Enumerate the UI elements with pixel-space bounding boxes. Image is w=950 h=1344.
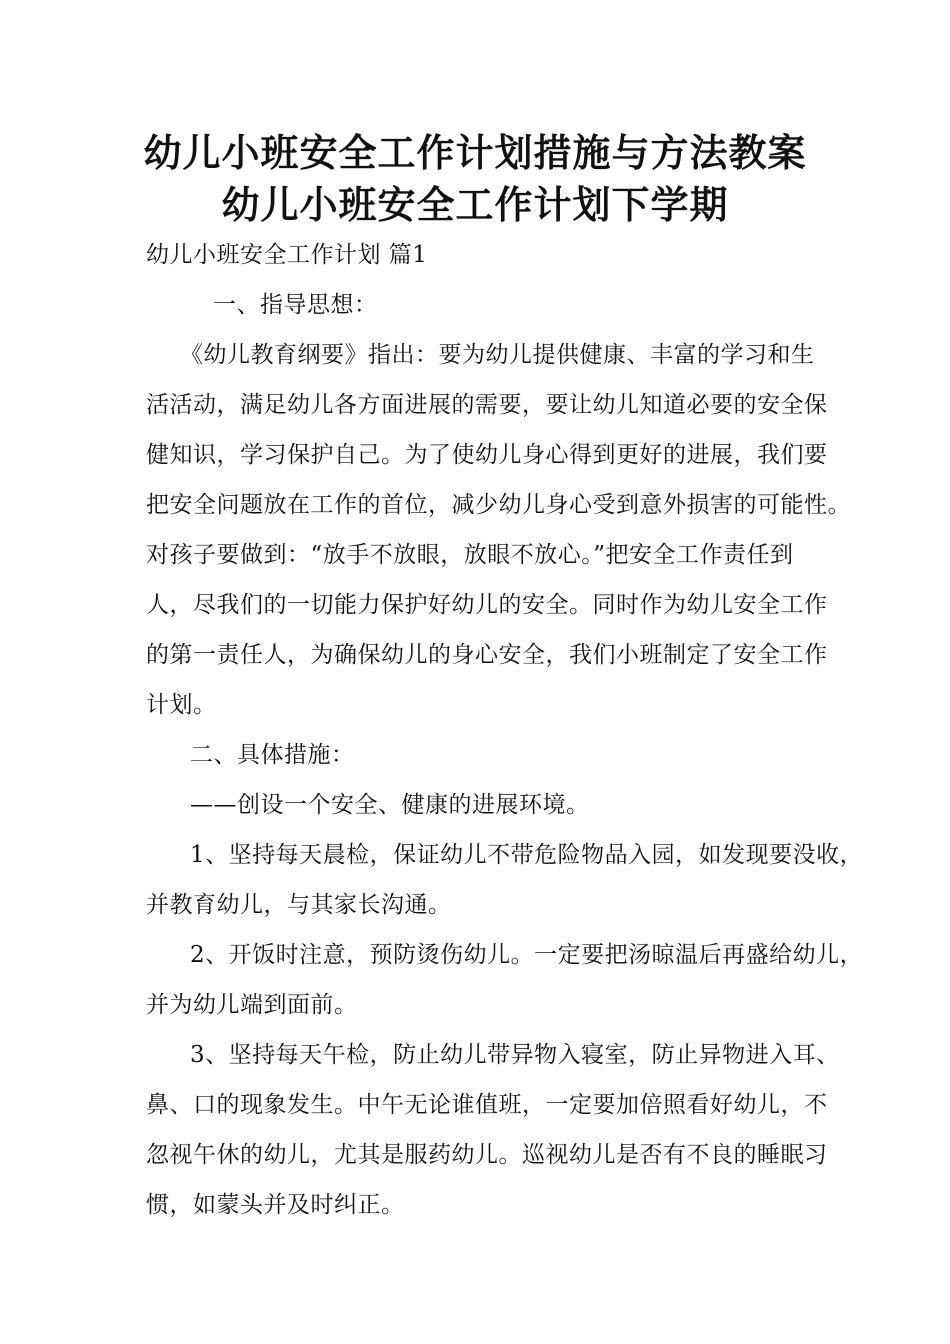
paragraph-line: 《幼儿教育纲要》指出：要为幼儿提供健康、丰富的学习和生	[180, 342, 815, 368]
paragraph-line: 把安全问题放在工作的首位，减少幼儿身心受到意外损害的可能性。	[146, 492, 851, 518]
list-item-line: 并教育幼儿，与其家长沟通。	[146, 892, 452, 918]
paragraph-line: 人，尽我们的一切能力保护好幼儿的安全。同时作为幼儿安全工作	[146, 592, 828, 618]
list-item-line: 忽视午休的幼儿，尤其是服药幼儿。巡视幼儿是否有不良的睡眠习	[146, 1142, 828, 1168]
document-heading: 幼儿小班安全工作计划 篇1	[146, 242, 428, 268]
list-item-line: 3、坚持每天午检，防止幼儿带异物入寝室，防止异物进入耳、	[190, 1042, 840, 1068]
list-item-line: 惯，如蒙头并及时纠正。	[146, 1192, 405, 1218]
list-item-line: 并为幼儿端到面前。	[146, 992, 358, 1018]
document-title-line-1: 幼儿小班安全工作计划措施与方法教案	[143, 131, 807, 175]
list-item-line: 1、坚持每天晨检，保证幼儿不带危险物品入园，如发现要没收，	[190, 842, 864, 868]
section-heading-measures: 二、具体措施：	[190, 742, 355, 768]
section-heading-guiding-thought: 一、指导思想：	[213, 292, 378, 318]
document-title-line-2: 幼儿小班安全工作计划下学期	[221, 183, 729, 227]
paragraph-line: 的第一责任人，为确保幼儿的身心安全，我们小班制定了安全工作	[146, 642, 828, 668]
paragraph-line: 健知识，学习保护自己。为了使幼儿身心得到更好的进展，我们要	[146, 442, 828, 468]
list-item-line: 2、开饭时注意，预防烫伤幼儿。一定要把汤晾温后再盛给幼儿，	[190, 942, 864, 968]
paragraph-line: 对孩子要做到：“放手不放眼，放眼不放心。”把安全工作责任到	[146, 542, 794, 568]
paragraph-line: 计划。	[146, 692, 217, 718]
list-item-line: 鼻、口的现象发生。中午无论谁值班，一定要加倍照看好幼儿，不	[146, 1092, 828, 1118]
subheading-environment: ——创设一个安全、健康的进展环境。	[190, 792, 590, 818]
paragraph-line: 活活动，满足幼儿各方面进展的需要，要让幼儿知道必要的安全保	[146, 392, 828, 418]
